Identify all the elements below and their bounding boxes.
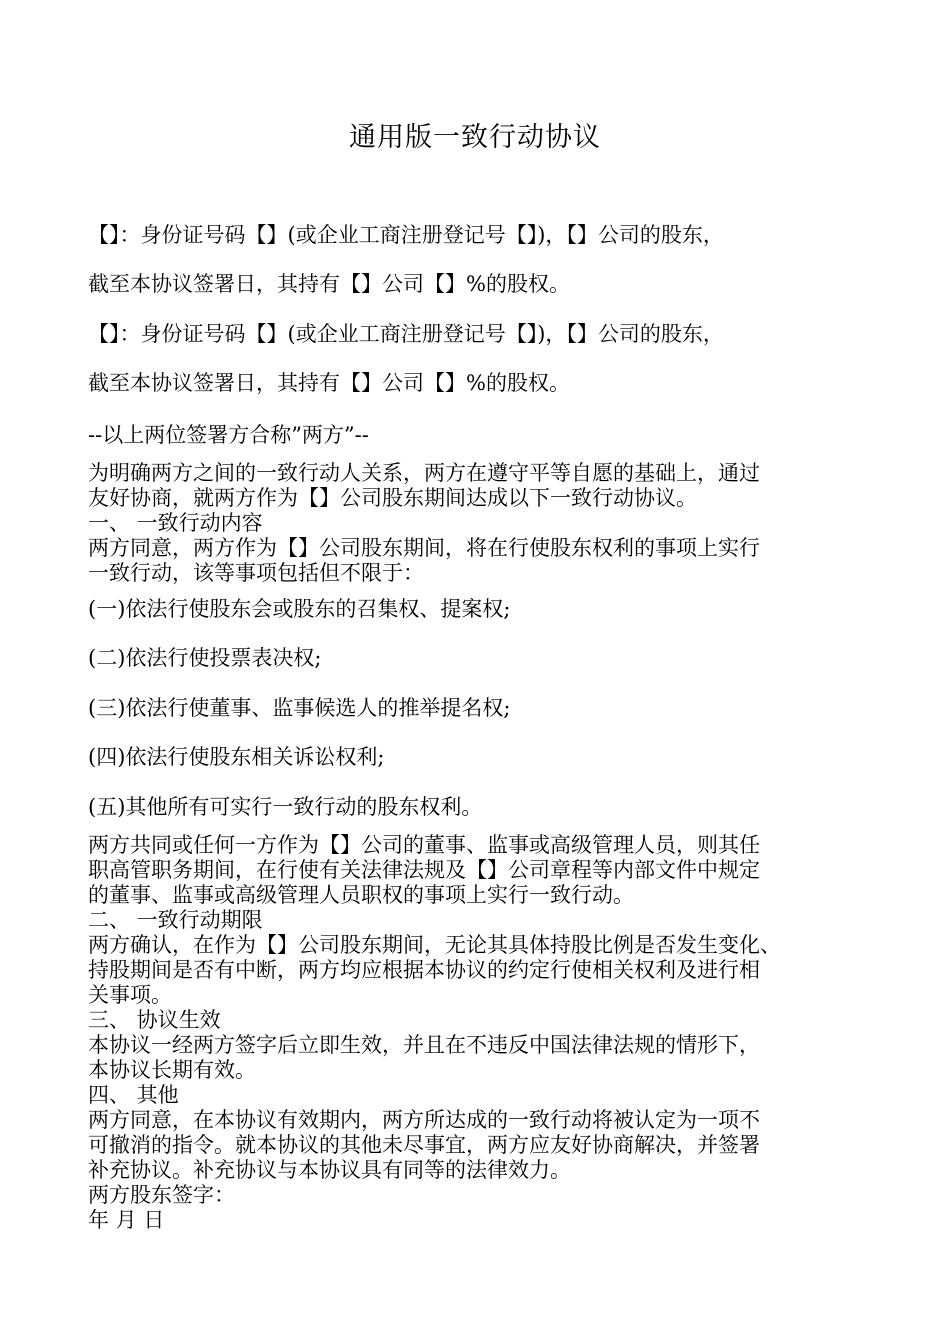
section-1-heading: 一、 一致行动内容 <box>88 511 263 535</box>
party-1-line-1: 【】：身份证号码【】(或企业工商注册登记号【】)，【】公司的股东， <box>88 223 724 247</box>
list-item-5: (五)其他所有可实行一致行动的股东权利。 <box>88 795 483 819</box>
section-2-line-1: 两方确认，在作为【】公司股东期间，无论其具体持股比例是否发生变化、 <box>88 933 781 957</box>
party-2-line-2: 截至本协议签署日，其持有【】公司【】%的股权。 <box>88 371 570 395</box>
list-item-4: (四)依法行使股东相关诉讼权利; <box>88 745 385 769</box>
list-item-2: (二)依法行使投票表决权; <box>88 646 322 670</box>
section-1-intro-line-1: 两方同意，两方作为【】公司股东期间，将在行使股东权利的事项上实行 <box>88 536 760 560</box>
section-3-heading: 三、 协议生效 <box>88 1008 221 1032</box>
section-2-line-2: 持股期间是否有中断，两方均应根据本协议的约定行使相关权利及进行相 <box>88 958 760 982</box>
preamble-line-2: 友好协商，就两方作为【】公司股东期间达成以下一致行动协议。 <box>88 486 697 510</box>
section-3-line-2: 本协议长期有效。 <box>88 1058 256 1082</box>
list-item-3: (三)依法行使董事、监事候选人的推举提名权; <box>88 696 511 720</box>
collective-note: --以上两位签署方合称”两方”-- <box>88 423 369 447</box>
document-title: 通用版一致行动协议 <box>349 122 601 153</box>
directors-line-2: 职高管职务期间，在行使有关法律法规及【】公司章程等内部文件中规定 <box>88 858 760 882</box>
date-label: 年 月 日 <box>88 1208 165 1232</box>
section-2-heading: 二、 一致行动期限 <box>88 908 263 932</box>
section-4-line-3: 补充协议。补充协议与本协议具有同等的法律效力。 <box>88 1158 571 1182</box>
section-3-line-1: 本协议一经两方签字后立即生效，并且在不违反中国法律法规的情形下， <box>88 1033 760 1057</box>
section-4-line-1: 两方同意，在本协议有效期内，两方所达成的一致行动将被认定为一项不 <box>88 1108 760 1132</box>
list-item-1: (一)依法行使股东会或股东的召集权、提案权; <box>88 597 511 621</box>
section-2-line-3: 关事项。 <box>88 983 172 1007</box>
signature-label: 两方股东签字： <box>88 1183 235 1207</box>
directors-line-3: 的董事、监事或高级管理人员职权的事项上实行一致行动。 <box>88 883 634 907</box>
preamble-line-1: 为明确两方之间的一致行动人关系，两方在遵守平等自愿的基础上，通过 <box>88 461 760 485</box>
directors-line-1: 两方共同或任何一方作为【】公司的董事、监事或高级管理人员，则其任 <box>88 833 760 857</box>
party-2-line-1: 【】：身份证号码【】(或企业工商注册登记号【】)，【】公司的股东， <box>88 322 724 346</box>
party-1-line-2: 截至本协议签署日，其持有【】公司【】%的股权。 <box>88 272 570 296</box>
section-4-line-2: 可撤消的指令。就本协议的其他未尽事宜，两方应友好协商解决，并签署 <box>88 1133 760 1157</box>
section-4-heading: 四、 其他 <box>88 1083 179 1107</box>
section-1-intro-line-2: 一致行动，该等事项包括但不限于： <box>88 561 424 585</box>
